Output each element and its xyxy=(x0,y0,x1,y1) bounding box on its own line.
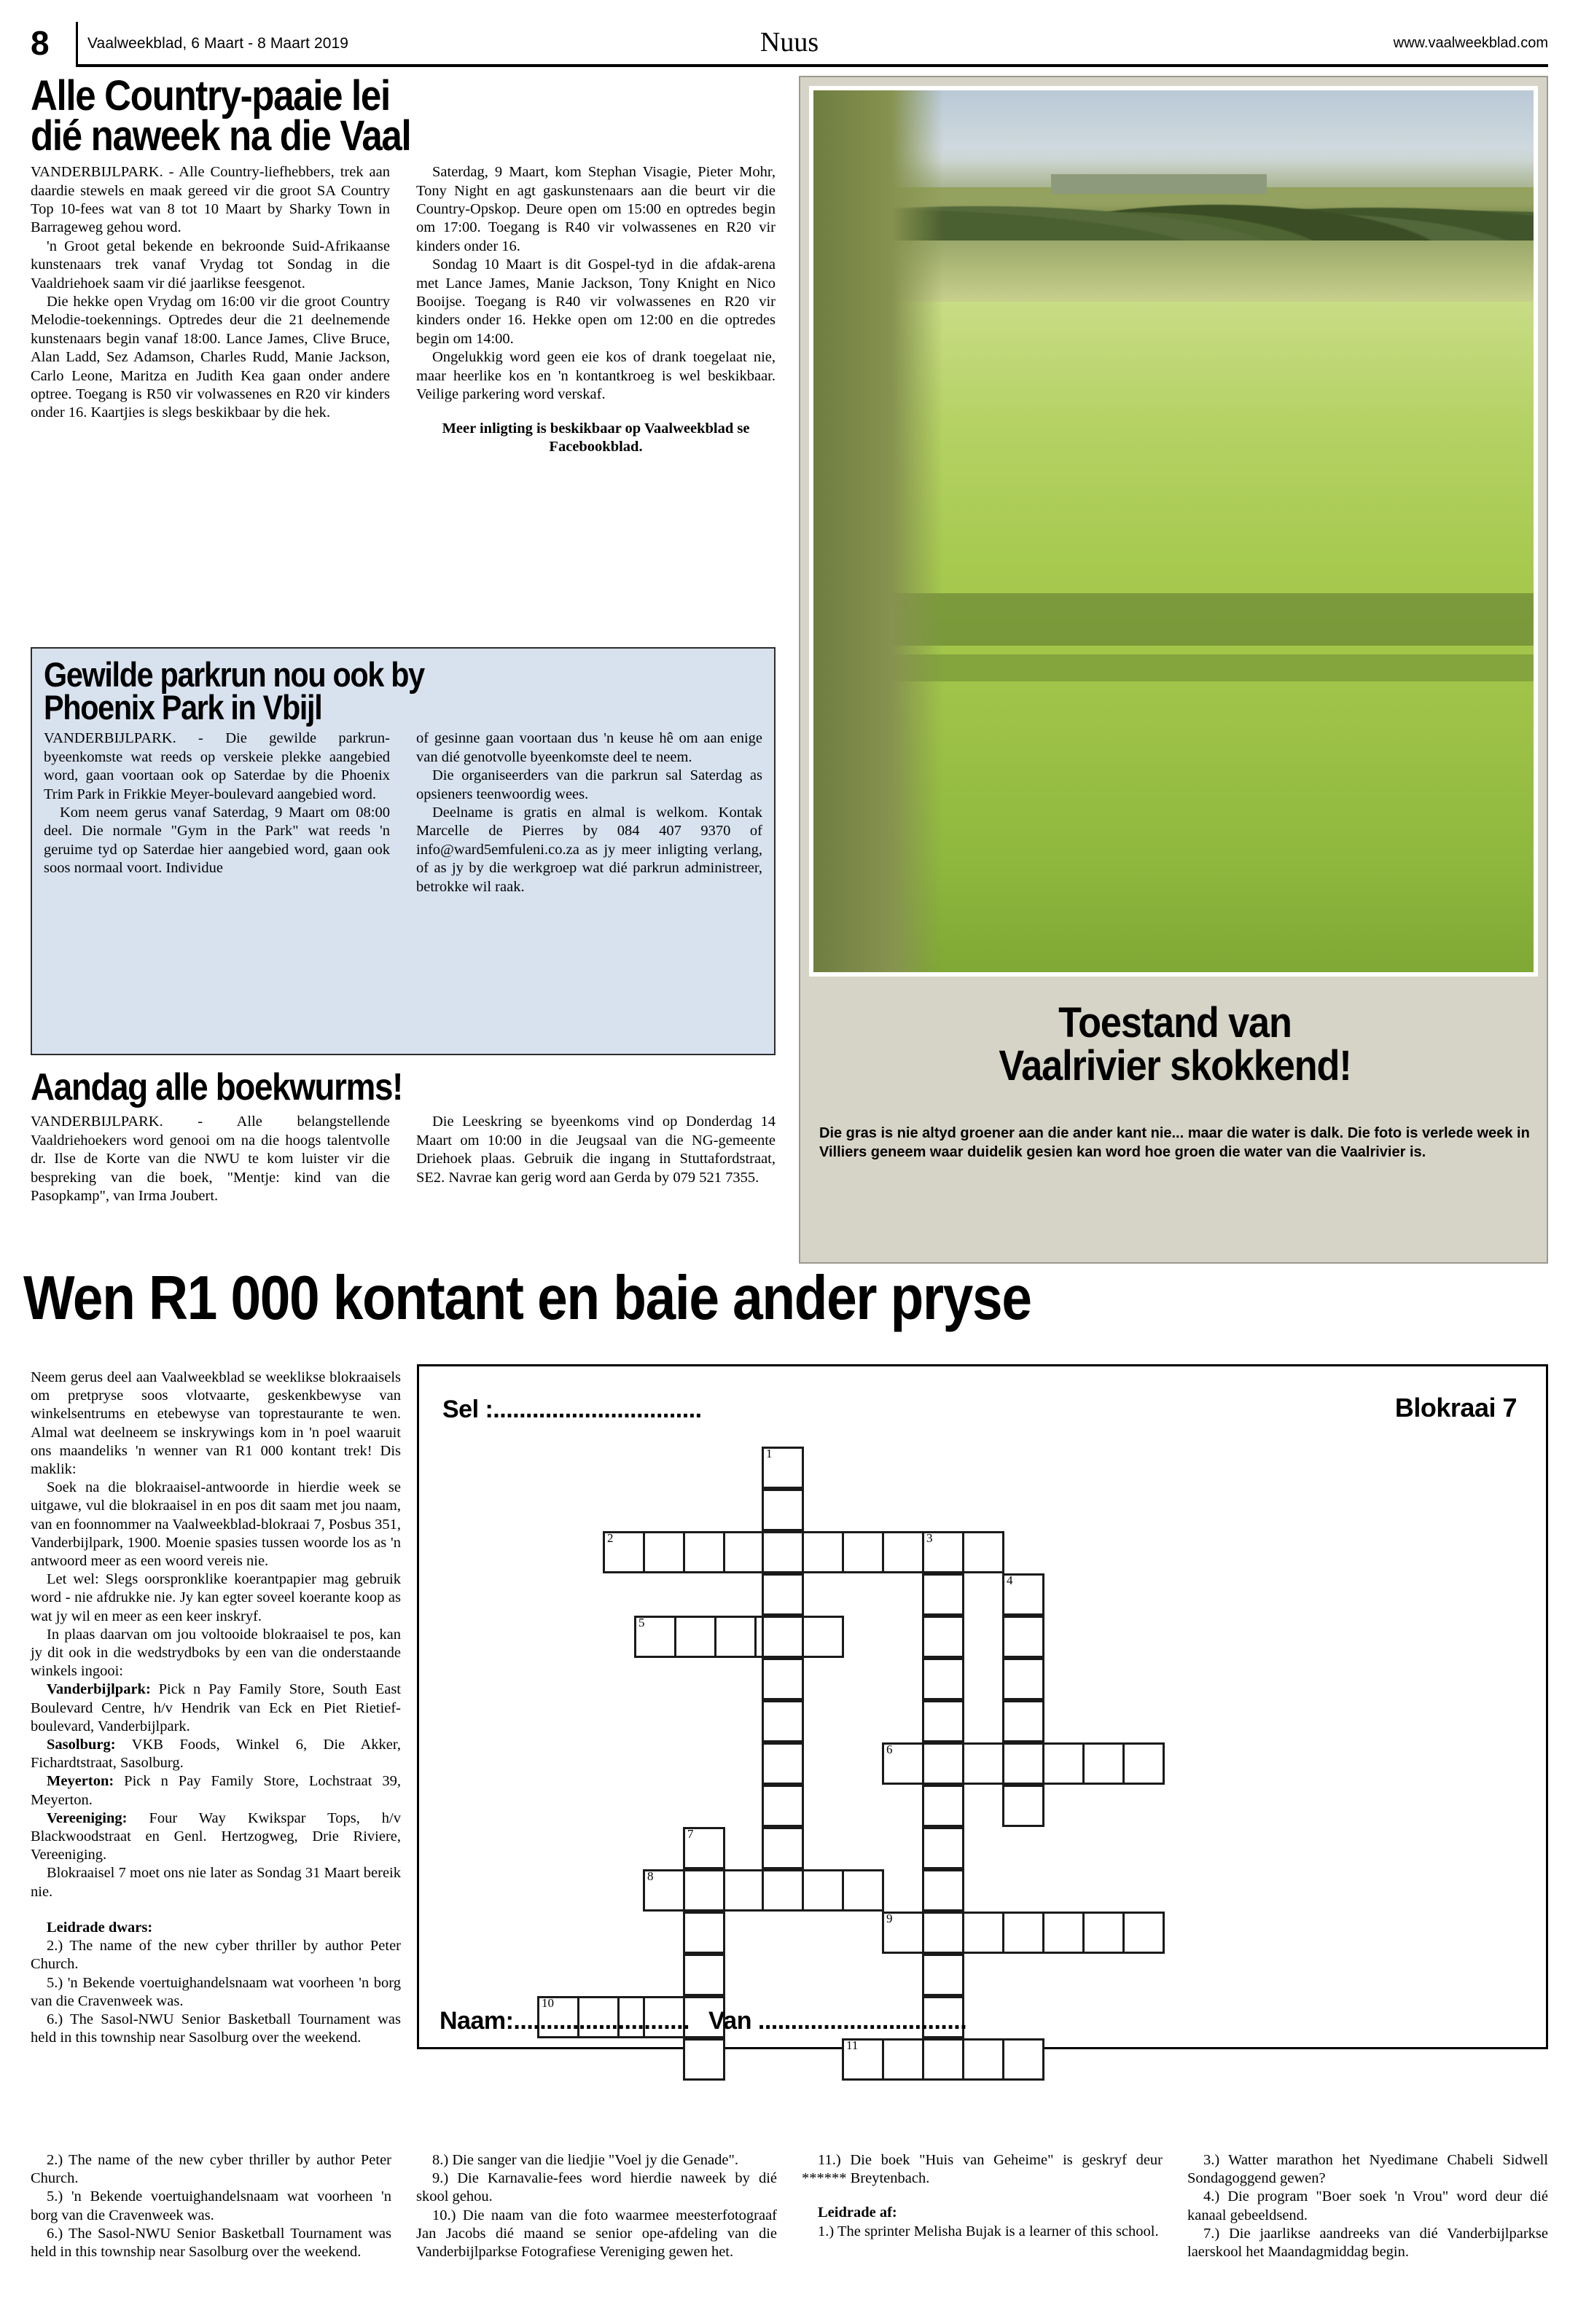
van-field[interactable]: Van ................................ xyxy=(708,2007,967,2035)
paragraph: Die Leeskring se byeenkoms vind op Donderdag 14 Maart om 10:00 in die Jeugsaal van die NG-gemeente Driehoek plaas. Gebruik die ingang in Stuttafordstraat, SE2. Navrae kan gerig word aan Gerda by 079 521 7355. xyxy=(416,1114,776,1186)
clue-column-3 xyxy=(802,2151,1163,2261)
crossword-cell[interactable] xyxy=(882,1742,924,1785)
crossword-cell-number: 7 xyxy=(687,1827,694,1841)
crossword-grid[interactable] xyxy=(419,1366,1550,2051)
clue-across-8: 8.) Die sanger van die liedjie "Voel jy die Genade". xyxy=(432,2152,738,2168)
crossword-cell-number: 11 xyxy=(846,2038,859,2052)
crossword-cell[interactable] xyxy=(962,1742,1004,1785)
paragraph: Ongelukkig word geen eie kos of drank toegelaat nie, maar heerlike kos en 'n kontantkroeg is wel beskikbaar. Veilige parkering word verskaf. xyxy=(416,349,776,403)
crossword-cell[interactable] xyxy=(922,1573,964,1616)
article-boekwurms-headline: Aandag alle boekwurms! xyxy=(31,1066,403,1108)
crossword-cell[interactable] xyxy=(683,2038,725,2081)
clue-column-4 xyxy=(1187,2151,1548,2261)
crossword-cell[interactable] xyxy=(842,1531,884,1573)
entrant-name-fields[interactable] xyxy=(440,2007,985,2035)
paragraph: Deelname is gratis en almal is welkom. Kontak Marcelle de Pierres by 084 407 9370 of info@ward5emfuleni.co.za as jy meer inligting verlang, of as jy by die werkgroep wat dié parkrun administreer, betrokke wil raak. xyxy=(416,804,762,895)
crossword-cell[interactable] xyxy=(802,1869,844,1912)
clue-across-6: 6.) The Sasol-NWU Senior Basketball Tournament was held in this township near Sasolburg over the weekend. xyxy=(31,2011,401,2046)
crossword-cell[interactable] xyxy=(762,1573,804,1616)
crossword-cell[interactable] xyxy=(1002,1573,1044,1616)
dropoff-address: Pick n Pay Family Store, Lochstraat 39, Meyerton. xyxy=(31,1773,401,1808)
crossword-cell[interactable] xyxy=(762,1531,804,1573)
clue-column-1 xyxy=(31,2151,391,2261)
dropoff-meyerton xyxy=(31,1772,401,1809)
crossword-cell[interactable] xyxy=(922,2038,964,2081)
crossword-title: Blokraai 7 xyxy=(1394,1393,1517,1423)
clue-across-9: 9.) Die Karnavalie-fees word hierdie naweek by dié skool gehou. xyxy=(416,2170,777,2205)
paragraph: VANDERBIJLPARK. - Alle belangstellende Vaaldriehoekers word genooi om na die hoogs talentvolle dr. Ilse de Korte van die NWU te kom luister vir die bespreking van die boek, "Mentje: kind van die Pasopkamp", van Irma Joubert. xyxy=(31,1114,390,1205)
crossword-cell[interactable] xyxy=(1002,2038,1044,2081)
crossword-cell[interactable] xyxy=(802,1531,844,1573)
crossword-cell[interactable] xyxy=(922,1785,964,1827)
cell-phone-field[interactable]: Sel :................................ xyxy=(442,1396,702,1423)
headline-line-1: Toestand van xyxy=(1058,999,1292,1046)
photo-caption: Die gras is nie altyd groener aan die ander kant nie... maar die water is dalk. Die foto is verlede week in Villiers geneem waar duidelik gesien kan word hoe groen die water van die Vaalrivier is. xyxy=(819,1125,1530,1160)
crossword-cell[interactable] xyxy=(922,1616,964,1658)
article-boekwurms xyxy=(31,1066,776,1205)
paragraph: Die hekke open Vrydag om 16:00 vir die groot Country Melodie-toekennings. Optredes deur die 21 deelnemende kunstenaars begin vanaf 18:00. Lance James, Clive Bruce, Alan Ladd, Sez Adamson, Charles Rudd, Manie Jackson, Carlo Leone, Maritza en Judith Kea gaan onder andere optree. Toegang is R50 vir volwassenes en R20 vir kinders onder 16. Kaartjies is slegs beskikbaar by die hek. xyxy=(31,294,390,421)
crossword-cell[interactable] xyxy=(683,1531,725,1573)
crossword-cell[interactable] xyxy=(683,1869,725,1912)
clue-columns xyxy=(31,2151,1548,2261)
article-country-column-1 xyxy=(31,163,390,472)
crossword-cell[interactable] xyxy=(683,1912,725,1954)
crossword-cell[interactable] xyxy=(643,1869,685,1912)
vaal-river-photo xyxy=(809,86,1538,977)
crossword-cell[interactable] xyxy=(842,1869,884,1912)
crossword-cell[interactable] xyxy=(762,1447,804,1489)
photo-feature-panel xyxy=(799,76,1548,1264)
competition-headline: Wen R1 000 kontant en baie ander pryse xyxy=(23,1264,1031,1333)
crossword-cell-number: 5 xyxy=(638,1616,645,1629)
dropoff-town: Vereeniging: xyxy=(47,1809,128,1826)
crossword-cell-number: 3 xyxy=(926,1531,933,1545)
dropoff-town: Sasolburg: xyxy=(47,1737,116,1753)
crossword-cell-number: 6 xyxy=(886,1742,893,1756)
masthead-section: Nuus xyxy=(759,27,819,58)
dropoff-town: Meyerton: xyxy=(47,1773,114,1790)
clue-across-10: 10.) Die naam van die foto waarmee meesterfotograaf Jan Jacobs dié maand se senior ope-afdeling van die Vanderbijlparkse Fotografiese Vereniging gewen het. xyxy=(416,2207,777,2261)
headline-line-1: Alle Country-paaie lei xyxy=(31,72,390,120)
crossword-cell[interactable] xyxy=(674,1616,716,1658)
photo-near-bank xyxy=(813,90,943,972)
crossword-cell[interactable] xyxy=(643,1531,685,1573)
masthead-rule xyxy=(76,64,1548,67)
dropoff-sasolburg xyxy=(31,1736,401,1772)
crossword-cell[interactable] xyxy=(842,2038,884,2081)
crossword-cell[interactable] xyxy=(762,1742,804,1785)
crossword-cell[interactable] xyxy=(922,1700,964,1742)
crossword-cell[interactable] xyxy=(962,1531,1004,1573)
paragraph: Soek na die blokraaisel-antwoorde in hierdie week se uitgawe, vul die blokraaisel in en pos dit saam met jou naam, van en foonnommer na Vaalweekblad-blokraai 7, Posbus 351, Vanderbijlpark, 1900. Moenie spasies tussen woorde los as 'n antwoord meer as een woord vereis nie. xyxy=(31,1479,402,1570)
crossword-cell[interactable] xyxy=(762,1489,804,1531)
article-parkrun-headline xyxy=(44,655,676,727)
crossword-cell[interactable] xyxy=(1002,1742,1044,1785)
crossword-cell[interactable] xyxy=(1002,1700,1044,1742)
dropoff-vereeniging xyxy=(31,1809,401,1865)
page-number: 8 xyxy=(31,24,50,62)
crossword-cell[interactable] xyxy=(922,1742,964,1785)
article-boekwurms-column-1 xyxy=(31,1113,390,1205)
clue-across-11: 11.) Die boek "Huis van Geheime" is geskryf deur ****** Breytenbach. xyxy=(802,2152,1163,2187)
crossword-cell[interactable] xyxy=(762,1616,804,1658)
crossword-cell[interactable] xyxy=(762,1869,804,1912)
clue-down-7: 7.) Die jaarlikse aandreeks van dié Vanderbijlparkse laerskool het Maandagmiddag begin. xyxy=(1187,2225,1548,2261)
crossword-cell-number: 1 xyxy=(766,1447,773,1460)
crossword-cell[interactable] xyxy=(802,1616,844,1658)
clue-column-2 xyxy=(416,2151,777,2261)
masthead-website: www.vaalweekblad.com xyxy=(1393,35,1548,51)
crossword-cell[interactable] xyxy=(882,1912,924,1954)
paragraph: Die organiseerders van die parkrun sal Saterdag as opsieners teenwoordig wees. xyxy=(416,767,762,802)
paragraph: VANDERBIJLPARK. - Die gewilde parkrun-byeenkomste wat reeds op verskeie plekke aangebied word, gaan voortaan ook op Saterdae by die Phoenix Trim Park in Frikkie Meyer-boulevard aangebied word. xyxy=(44,730,390,802)
photo-bridge xyxy=(1051,174,1267,194)
article-boekwurms-column-2 xyxy=(416,1113,776,1205)
crossword-cell-number: 2 xyxy=(607,1531,614,1545)
headline-line-2: Vaalrivier skokkend! xyxy=(999,1042,1351,1090)
crossword-panel[interactable] xyxy=(417,1364,1548,2052)
paragraph: Let wel: Slegs oorspronklike koerantpapier mag gebruik word - nie afdrukke nie. Jy kan egter soveel koerante koop as wat jy wil en meer as een keer inskryf. xyxy=(31,1571,401,1624)
crossword-cell[interactable] xyxy=(922,1954,964,1996)
crossword-cell[interactable] xyxy=(762,1700,804,1742)
clue-across-2-cont: 2.) The name of the new cyber thriller by author Peter Church. xyxy=(31,2152,391,2187)
crossword-cell[interactable] xyxy=(962,1912,1004,1954)
crossword-cell[interactable] xyxy=(882,1531,924,1573)
paragraph: 'n Groot getal bekende en bekroonde Suid-Afrikaanse kunstenaars trek vanaf Vrydag tot Sondag in die Vaaldriehoek saam vir dié jaarlikse feesgenot. xyxy=(31,238,390,292)
crossword-cell-number: 4 xyxy=(1007,1573,1013,1587)
crossword-cell[interactable] xyxy=(922,1658,964,1700)
crossword-cell[interactable] xyxy=(723,1869,765,1912)
crossword-cell[interactable] xyxy=(714,1616,757,1658)
crossword-cell[interactable] xyxy=(723,1531,765,1573)
headline-line-2: Phoenix Park in Vbijl xyxy=(44,687,322,727)
crossword-cell[interactable] xyxy=(762,1785,804,1827)
clue-down-1: 1.) The sprinter Melisha Bujak is a learner of this school. xyxy=(818,2223,1159,2239)
crossword-cell[interactable] xyxy=(1082,1742,1125,1785)
article-parkrun-column-2 xyxy=(416,729,762,896)
clue-across-6-cont: 6.) The Sasol-NWU Senior Basketball Tournament was held in this township near Sasolburg over the weekend. xyxy=(31,2225,391,2261)
crossword-cell[interactable] xyxy=(683,1827,725,1869)
dropoff-vanderbijlpark xyxy=(31,1681,401,1736)
crossword-cell[interactable] xyxy=(922,1869,964,1912)
clue-down-4: 4.) Die program "Boer soek 'n Vrou" word deur dié kanaal gebeeldsend. xyxy=(1187,2188,1548,2223)
crossword-cell[interactable] xyxy=(1122,1742,1165,1785)
clue-down-3: 3.) Watter marathon het Nyedimane Chabeli Sidwell Sondagoggend gewen? xyxy=(1187,2152,1548,2187)
dropoff-address: Four Way Kwikspar Tops, h/v Blackwoodstraat en Genl. Hertzogweg, Drie Riviere, Vereeniging. xyxy=(31,1809,401,1863)
crossword-cell[interactable] xyxy=(922,1827,964,1869)
crossword-cell[interactable] xyxy=(922,1912,964,1954)
paragraph: of gesinne gaan voortaan dus 'n keuse hê om aan enige van dié genotvolle byeenkomste deel te neem. xyxy=(416,730,762,765)
crossword-cell[interactable] xyxy=(762,1827,804,1869)
crossword-cell[interactable] xyxy=(762,1658,804,1700)
competition-deadline: Blokraaisel 7 moet ons nie later as Sondag 31 Maart bereik nie. xyxy=(31,1865,401,1900)
headline-line-1: Gewilde parkrun nou ook by xyxy=(44,655,424,694)
crossword-cell[interactable] xyxy=(882,2038,924,2081)
photo-feature-headline xyxy=(800,999,1550,1090)
crossword-cell[interactable] xyxy=(1042,1742,1085,1785)
crossword-cell[interactable] xyxy=(1042,1912,1085,1954)
clue-across-5: 5.) 'n Bekende voertuighandelsnaam wat voorheen 'n borg van die Cravenweek was. xyxy=(31,1974,401,2009)
paragraph: Neem gerus deel aan Vaalweekblad se weeklikse blokraaisels om pretpryse soos vlotvaarte, geskenkbewyse van winkelsentrums en etebewyse van toprestaurante te wen. Almal wat deelneem se inskrywings kom in 'n poel waaruit ons maandeliks 'n wenner van R1 000 kontant trek! Dis maklik: xyxy=(31,1369,401,1478)
clue-across-2: 2.) The name of the new cyber thriller by author Peter Church. xyxy=(31,1938,401,1973)
paragraph: Kom neem gerus vanaf Saterdag, 9 Maart om 08:00 deel. Die normale "Gym in the Park" wat reeds 'n geruime tyd op Saterdae hier aangebied word, gaan ook soos normaal voort. Individue xyxy=(44,804,390,877)
crossword-cell-number: 9 xyxy=(886,1912,893,1925)
crossword-cell[interactable] xyxy=(922,1531,964,1573)
crossword-cell[interactable] xyxy=(603,1531,645,1573)
clue-across-5-cont: 5.) 'n Bekende voertuighandelsnaam wat voorheen 'n borg van die Cravenweek was. xyxy=(31,2188,391,2223)
masthead-issue-date: Vaalweekblad, 6 Maart - 8 Maart 2019 xyxy=(87,35,349,52)
masthead xyxy=(31,22,1548,67)
headline-line-2: dié naweek na die Vaal xyxy=(31,112,411,160)
article-country xyxy=(31,72,776,472)
competition-instructions xyxy=(31,1369,401,2047)
crossword-cell[interactable] xyxy=(1002,1658,1044,1700)
crossword-cell[interactable] xyxy=(634,1616,676,1658)
article-country-headline xyxy=(31,72,686,160)
crossword-cell[interactable] xyxy=(962,2038,1004,2081)
crossword-cell[interactable] xyxy=(1082,1912,1125,1954)
paragraph: In plaas daarvan om jou voltooide blokraaisel te pos, kan jy dit ook in die wedstrydboks by een van die onderstaande winkels ingooi: xyxy=(31,1626,401,1680)
crossword-cell[interactable] xyxy=(1002,1912,1044,1954)
crossword-cell-number: 10 xyxy=(542,1996,554,2010)
paragraph: Saterdag, 9 Maart, kom Stephan Visagie, Pieter Mohr, Tony Night en agt gaskunstenaars aan die beurt vir die Country-Opskop. Deure open om 15:00 en optredes begin om 17:00. Toegang is R40 vir volwassenes en R20 vir kinders onder 16. xyxy=(416,164,776,254)
article-country-facebook-note: Meer inligting is beskikbaar op Vaalweekblad se Facebookblad. xyxy=(442,420,750,455)
paragraph: Sondag 10 Maart is dit Gospel-tyd in die afdak-arena met Lance James, Manie Jackson, Tony Knight en Nico Booijse. Toegang is R40 vir volwassenes en R20 vir kinders onder 16. Hekke open om 12:00 en die optredes begin om 14:00. xyxy=(416,257,776,347)
naam-field[interactable]: Naam:........................... xyxy=(440,2007,690,2035)
crossword-cell[interactable] xyxy=(1122,1912,1165,1954)
dropoff-town: Vanderbijlpark: xyxy=(47,1681,151,1698)
dropoff-address: Pick n Pay Family Store, South East Boulevard Centre, h/v Hendrik van Eck en Piet Rietief-boulevard, Vanderbijlpark. xyxy=(31,1681,401,1734)
clues-across-heading: Leidrade dwars: xyxy=(47,1919,153,1936)
crossword-cell-number: 8 xyxy=(647,1869,654,1883)
article-country-column-2 xyxy=(416,163,776,472)
article-parkrun-column-1 xyxy=(44,729,390,896)
crossword-cell[interactable] xyxy=(1002,1616,1044,1658)
crossword-cell[interactable] xyxy=(683,1954,725,1996)
paragraph: VANDERBIJLPARK. - Alle Country-liefhebbers, trek aan daardie stewels en maak gereed vir die groot SA Country Top 10-fees wat van 8 tot 10 Maart by Sharky Town in Barrageweg gehou word. xyxy=(31,164,390,236)
dropoff-address: VKB Foods, Winkel 6, Die Akker, Fichardtstraat, Sasolburg. xyxy=(31,1737,401,1772)
crossword-cell[interactable] xyxy=(1002,1785,1044,1827)
clues-down-heading: Leidrade af: xyxy=(818,2204,897,2221)
article-parkrun-box xyxy=(31,647,776,1055)
